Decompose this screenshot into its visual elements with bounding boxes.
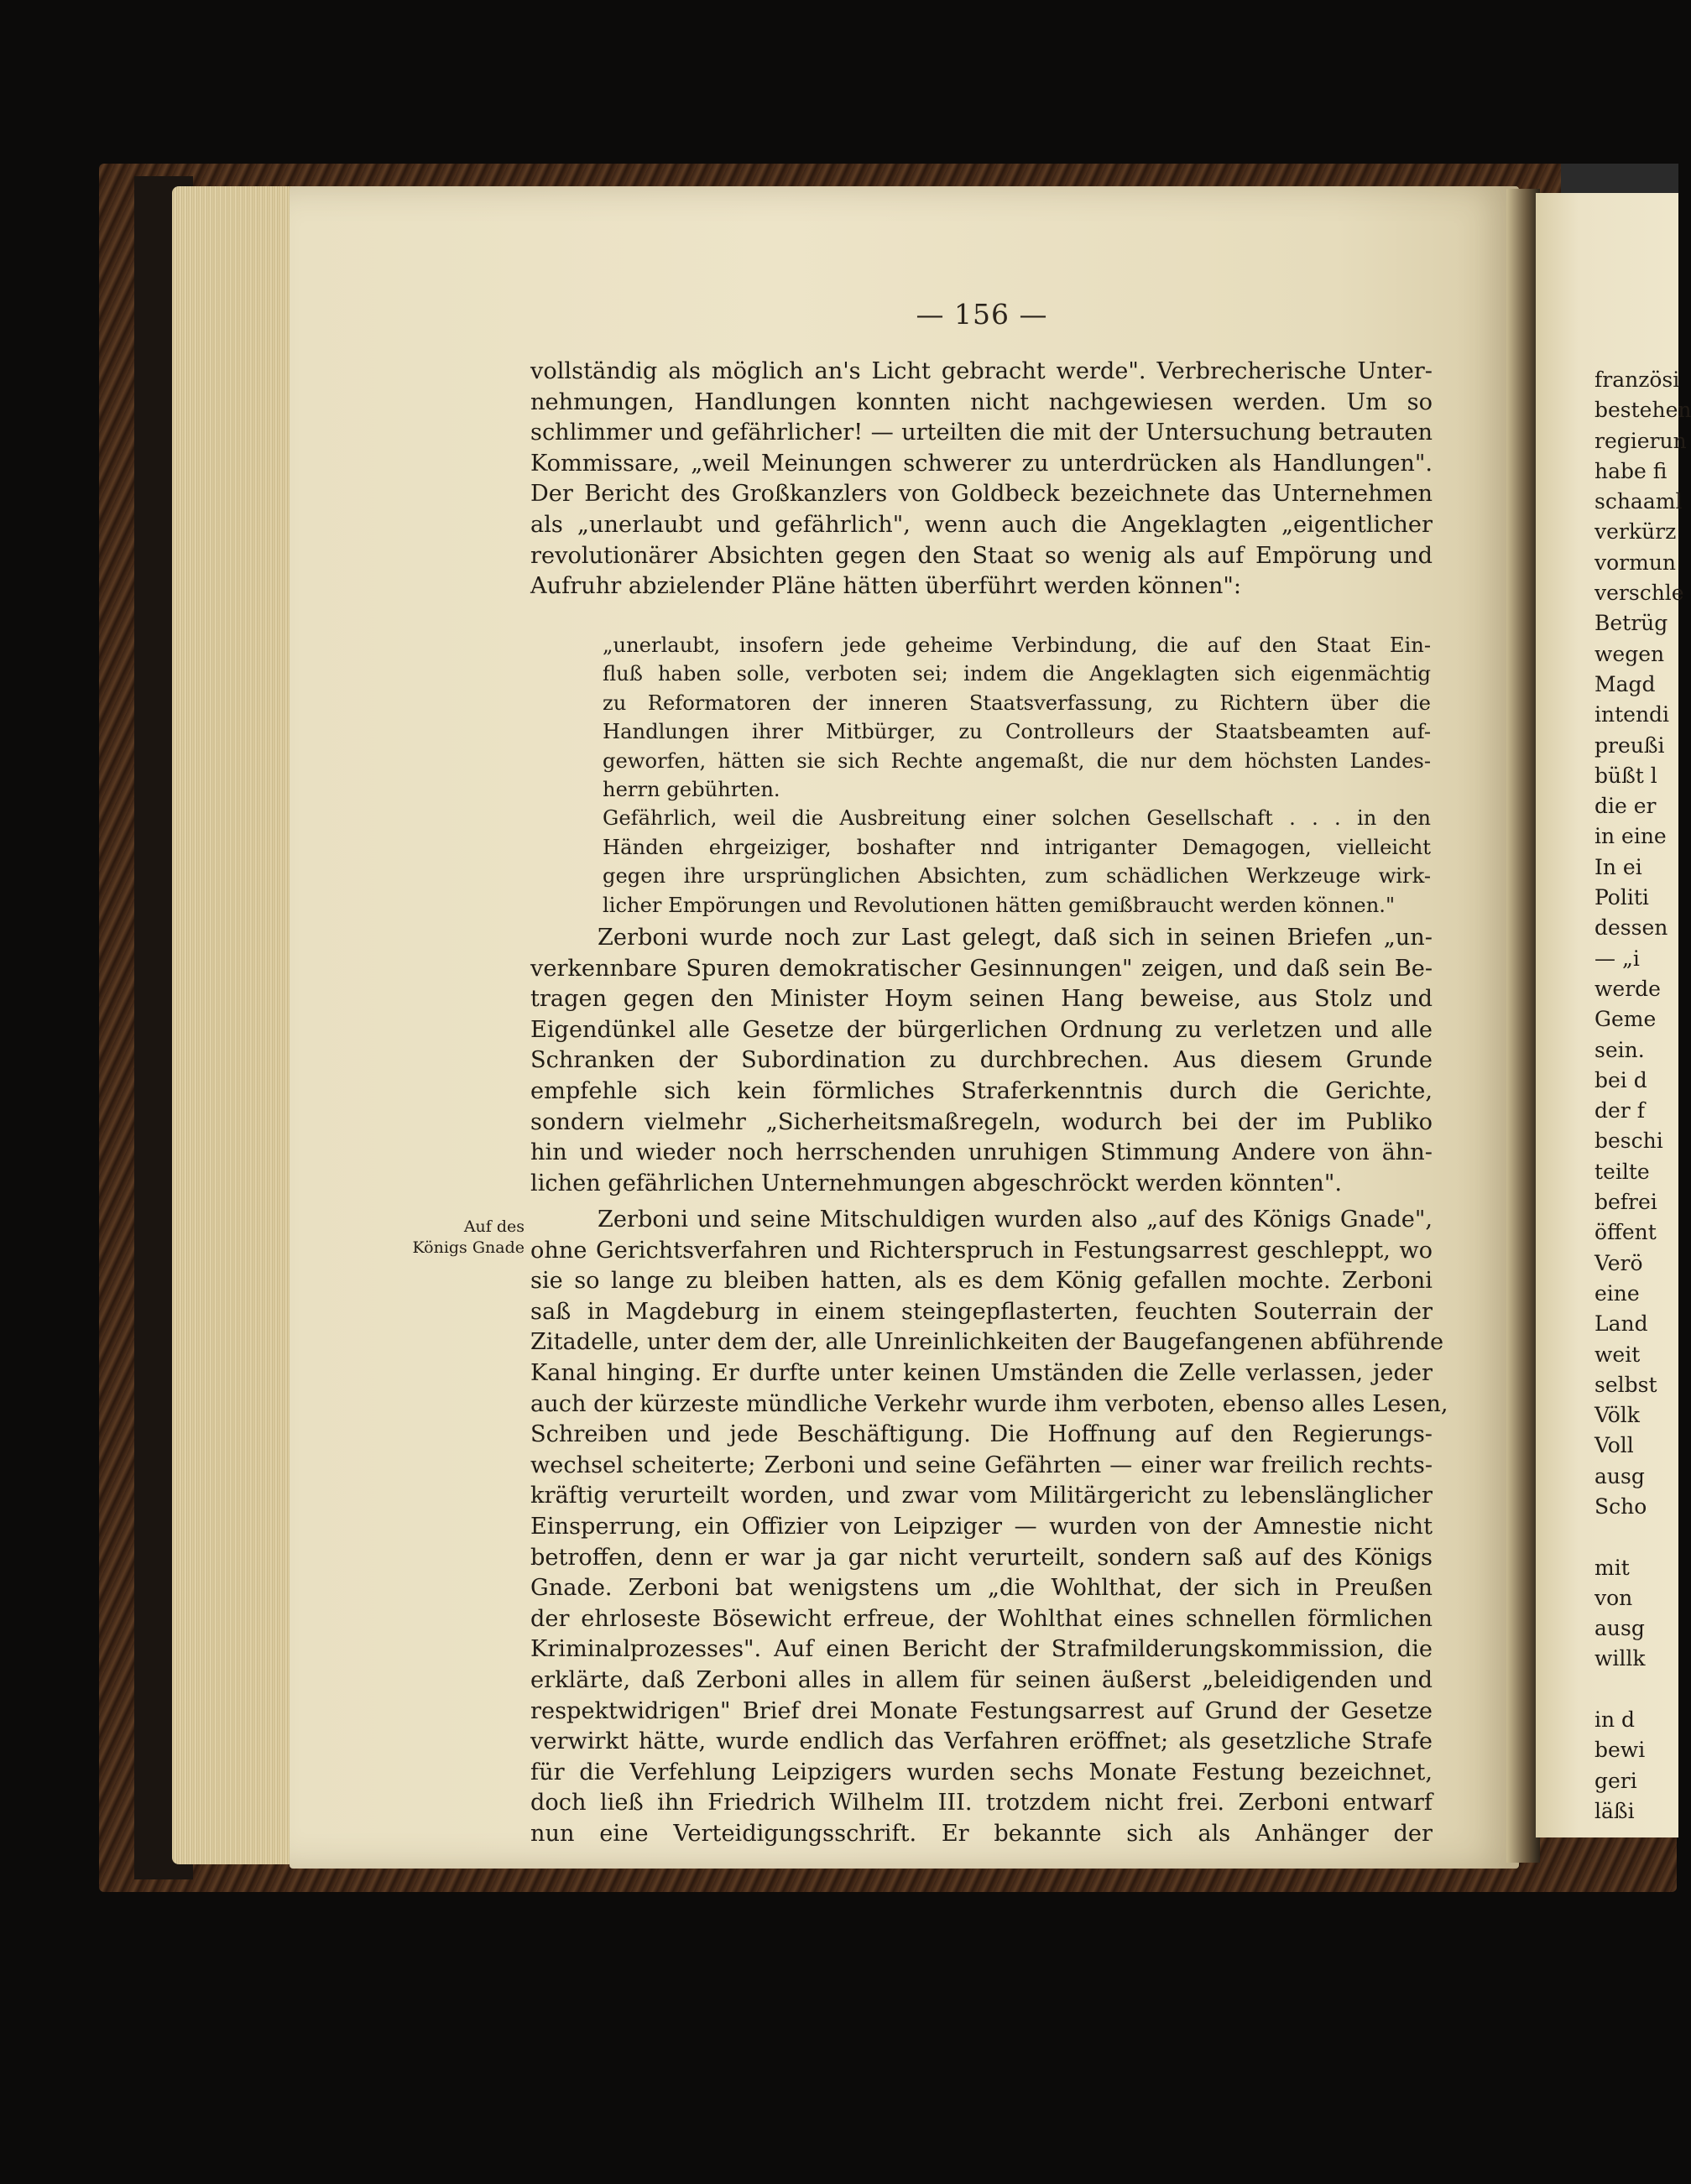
facing-page-line: Völk bbox=[1594, 1403, 1640, 1428]
facing-page-line: die er bbox=[1594, 794, 1657, 819]
facing-page-line: befrei bbox=[1594, 1190, 1657, 1215]
text-line: revolutionärer Absichten gegen den Staat so wenig als auf Empörung und bbox=[530, 542, 1433, 569]
facing-page-line: habe fi bbox=[1594, 458, 1668, 483]
facing-page-line: büßt l bbox=[1594, 763, 1657, 788]
facing-page-line: französi bbox=[1594, 367, 1680, 392]
facing-page-line: bewi bbox=[1594, 1738, 1646, 1763]
text-line: Aufruhr abzielender Pläne hätten überführt werden können": bbox=[530, 573, 1242, 600]
text-line: sie so lange zu bleiben hatten, als es dem König gefallen mochte. Zerboni bbox=[530, 1268, 1433, 1295]
quote-line: gegen ihre ursprünglichen Absichten, zum schädlichen Werkzeuge wirk- bbox=[603, 864, 1431, 889]
facing-page-line: läßi bbox=[1594, 1798, 1635, 1823]
facing-page-line: Geme bbox=[1594, 1007, 1657, 1032]
facing-page-line: Verö bbox=[1594, 1250, 1643, 1275]
text-line: Zerboni und seine Mitschuldigen wurden also „auf des Königs Gnade", bbox=[598, 1207, 1433, 1233]
facing-page-line: teilte bbox=[1594, 1159, 1650, 1184]
facing-page-line: wegen bbox=[1594, 641, 1665, 666]
text-line: nun eine Verteidigungsschrift. Er bekannte sich als Anhänger der bbox=[530, 1820, 1433, 1847]
text-line: saß in Magdeburg in einem steingepflasterten, feuchten Souterrain der bbox=[530, 1298, 1433, 1325]
text-line: der ehrloseste Bösewicht erfreue, der Wohlthat eines schnellen förmlichen bbox=[530, 1605, 1433, 1632]
quote-line: Händen ehrgeiziger, boshafter nnd intriganter Demagogen, vielleicht bbox=[603, 835, 1431, 859]
facing-page-line: der f bbox=[1594, 1098, 1645, 1123]
text-line: nehmungen, Handlungen konnten nicht nachgewiesen werden. Um so bbox=[530, 388, 1433, 415]
quote-line: licher Empörungen und Revolutionen hätten gemißbraucht werden können." bbox=[603, 893, 1396, 917]
facing-page-line: von bbox=[1594, 1585, 1633, 1610]
facing-page-line: verschle bbox=[1594, 581, 1684, 606]
text-line: lichen gefährlichen Unternehmungen abgeschröckt werden könnten". bbox=[530, 1170, 1342, 1196]
text-line: Einsperrung, ein Offizier von Leipziger — wurden von der Amnestie nicht bbox=[530, 1513, 1433, 1540]
facing-page-line: Betrüg bbox=[1594, 611, 1668, 636]
quote-line: „unerlaubt, insofern jede geheime Verbindung, die auf den Staat Ein- bbox=[603, 633, 1431, 657]
margin-note-line: Königs Gnade bbox=[412, 1238, 525, 1257]
text-line: auch der kürzeste mündliche Verkehr wurde ihm verboten, ebenso alles Lesen, bbox=[530, 1390, 1448, 1417]
paragraph-3 bbox=[530, 1205, 1448, 1849]
quote-line: fluß haben solle, verboten sei; indem die Angeklagten sich eigenmächtig bbox=[603, 662, 1431, 686]
facing-page-line: mit bbox=[1594, 1555, 1630, 1580]
facing-page-line: ausg bbox=[1594, 1463, 1645, 1488]
text-line: Eigendünkel alle Gesetze der bürgerlichen Ordnung zu verletzen und alle bbox=[530, 1016, 1433, 1043]
facing-page-line: beschi bbox=[1594, 1128, 1663, 1154]
quote-line: Handlungen ihrer Mitbürger, zu Controlleurs der Staatsbeamten auf- bbox=[603, 720, 1431, 744]
text-line: für die Verfehlung Leipzigers wurden sechs Monate Festung bezeichnet, bbox=[530, 1759, 1433, 1785]
page-number: — 156 — bbox=[916, 298, 1048, 331]
facing-page-line: regierun bbox=[1594, 428, 1687, 453]
facing-page-line: intendi bbox=[1594, 702, 1670, 727]
text-line: Zerboni wurde noch zur Last gelegt, daß sich in seinen Briefen „un- bbox=[598, 925, 1433, 951]
text-line: Kommissare, „weil Meinungen schwerer zu unterdrücken als Handlungen". bbox=[530, 450, 1433, 477]
facing-page-line bbox=[1594, 1675, 1678, 1705]
facing-page-line bbox=[1594, 1522, 1678, 1552]
text-line: sondern vielmehr „Sicherheitsmaßregeln, wodurch bei der im Publiko bbox=[530, 1108, 1433, 1135]
text-line: Schreiben und jede Beschäftigung. Die Hoffnung auf den Regierungs- bbox=[530, 1421, 1433, 1448]
facing-page-line: preußi bbox=[1594, 732, 1665, 758]
facing-page-line: vormun bbox=[1594, 550, 1677, 575]
quote-line: Gefährlich, weil die Ausbreitung einer solchen Gesellschaft . . . in den bbox=[603, 806, 1431, 831]
paragraph-1 bbox=[530, 357, 1433, 602]
facing-page-line: bei d bbox=[1594, 1067, 1647, 1092]
facing-page-line: selbst bbox=[1594, 1372, 1657, 1397]
text-line: erklärte, daß Zerboni alles in allem für seinen äußerst „beleidigenden und bbox=[530, 1666, 1433, 1693]
text-line: tragen gegen den Minister Hoym seinen Hang beweise, aus Stolz und bbox=[530, 986, 1433, 1013]
facing-page-line: Magd bbox=[1594, 671, 1656, 696]
text-line: Kriminalprozesses". Auf einen Bericht der Strafmilderungskommission, die bbox=[530, 1636, 1433, 1663]
text-line: als „unerlaubt und gefährlich", wenn auch die Angeklagten „eigentlicher bbox=[530, 511, 1433, 538]
text-line: schlimmer und gefährlicher! — urteilten die mit der Untersuchung betrauten bbox=[530, 420, 1433, 446]
text-line: empfehle sich kein förmliches Straferkenntnis durch die Gerichte, bbox=[530, 1077, 1433, 1104]
facing-page-line: weit bbox=[1594, 1342, 1641, 1367]
text-line: wechsel scheiterte; Zerboni und seine Gefährten — einer war freilich rechts- bbox=[530, 1452, 1433, 1478]
text-line: Kanal hinging. Er durfte unter keinen Umständen die Zelle verlassen, jeder bbox=[530, 1359, 1433, 1386]
facing-page-line: Politi bbox=[1594, 885, 1649, 910]
facing-page-line: In ei bbox=[1594, 854, 1642, 879]
block-quote bbox=[603, 631, 1431, 920]
text-line: ohne Gerichtsverfahren und Richterspruch in Festungsarrest geschleppt, wo bbox=[530, 1237, 1433, 1264]
text-line: betroffen, denn er war ja gar nicht verurteilt, sondern saß auf des Königs bbox=[530, 1544, 1433, 1571]
facing-page-line: in eine bbox=[1594, 824, 1667, 849]
text-line: doch ließ ihn Friedrich Wilhelm III. trotzdem nicht frei. Zerboni entwarf bbox=[530, 1790, 1433, 1817]
facing-page-line: Land bbox=[1594, 1311, 1648, 1337]
margin-note bbox=[373, 1217, 525, 1259]
facing-page-line: werde bbox=[1594, 976, 1661, 1001]
facing-page-line: eine bbox=[1594, 1280, 1640, 1306]
text-line: vollständig als möglich an's Licht gebracht werde". Verbrecherische Unter- bbox=[530, 358, 1433, 384]
text-line: Zitadelle, unter dem der, alle Unreinlichkeiten der Baugefangenen abführende bbox=[530, 1329, 1444, 1356]
text-line: respektwidrigen" Brief drei Monate Festungsarrest auf Grund der Gesetze bbox=[530, 1697, 1433, 1724]
facing-page-line: willk bbox=[1594, 1646, 1646, 1671]
facing-page-line: dessen bbox=[1594, 915, 1668, 941]
page-gutter bbox=[1506, 189, 1540, 1863]
facing-page-line: in d bbox=[1594, 1707, 1636, 1733]
facing-page-line: Scho bbox=[1594, 1493, 1647, 1519]
facing-page-line: ausg bbox=[1594, 1616, 1645, 1641]
paragraph-2 bbox=[530, 923, 1433, 1199]
facing-page-line: sein. bbox=[1594, 1037, 1645, 1062]
quote-line: geworfen, hätten sie sich Rechte angemaßt, die nur dem höchsten Landes- bbox=[603, 748, 1431, 773]
text-line: verkennbare Spuren demokratischer Gesinnungen" zeigen, und daß sein Be- bbox=[530, 955, 1433, 982]
text-line: kräftig verurteilt worden, und zwar vom Militärgericht zu lebenslänglicher bbox=[530, 1483, 1433, 1509]
facing-page-line: geri bbox=[1594, 1768, 1637, 1793]
facing-page-line: öffent bbox=[1594, 1220, 1657, 1245]
text-line: Schranken der Subordination zu durchbrechen. Aus diesem Grunde bbox=[530, 1047, 1433, 1074]
facing-page-line: bestehen bbox=[1594, 398, 1691, 423]
margin-note-line: Auf des bbox=[463, 1217, 525, 1236]
facing-page-text bbox=[1594, 365, 1691, 1827]
text-line: hin und wieder noch herrschenden unruhigen Stimmung Andere von ähn- bbox=[530, 1139, 1433, 1166]
page-edges bbox=[172, 186, 306, 1864]
quote-line: zu Reformatoren der inneren Staatsverfassung, zu Richtern über die bbox=[603, 691, 1431, 715]
text-line: Der Bericht des Großkanzlers von Goldbeck bezeichnete das Unternehmen bbox=[530, 481, 1433, 508]
text-line: Gnade. Zerboni bat wenigstens um „die Wohlthat, der sich in Preußen bbox=[530, 1575, 1433, 1602]
facing-page-line: verkürz bbox=[1594, 519, 1677, 545]
quote-line: herrn gebührten. bbox=[603, 778, 780, 802]
facing-page-line: — „i bbox=[1594, 946, 1640, 971]
facing-page-line: Voll bbox=[1594, 1433, 1634, 1458]
text-line: verwirkt hätte, wurde endlich das Verfahren eröffnet; als gesetzliche Strafe bbox=[530, 1728, 1433, 1755]
facing-page-line: schaaml bbox=[1594, 489, 1683, 514]
book-cover-right bbox=[1561, 164, 1678, 197]
